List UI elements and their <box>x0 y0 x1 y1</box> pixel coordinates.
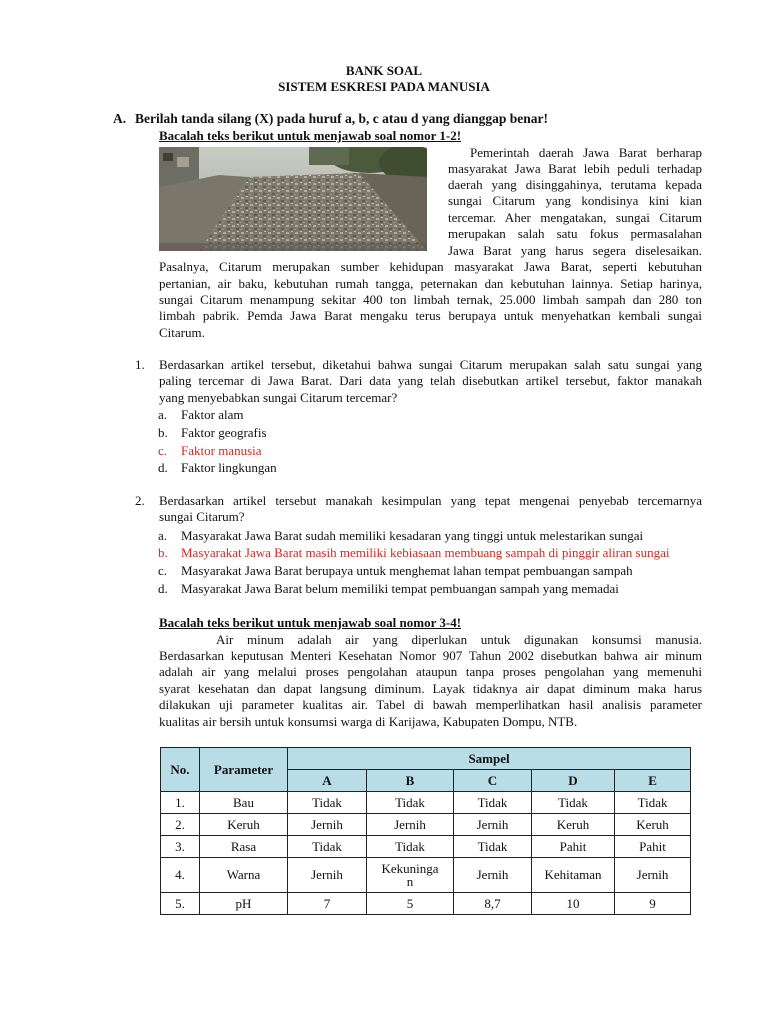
cell: Jernih <box>615 858 691 893</box>
table-row <box>161 858 691 893</box>
passage2-line: Air minum adalah air yang diperlukan untuk digunakan konsumsi manusia. <box>216 632 702 647</box>
passage1-line: sungai Citarum menampung sekitar 400 ton limbah ternak, 25.000 limbah sampah dan 280 ton <box>159 292 702 307</box>
passage2-line: adalah air yang melalui proses pengolahan ataupun tanpa proses pengolahan yang memenuhi <box>159 664 702 679</box>
cell: Tidak <box>615 792 691 814</box>
row-parameter: pH <box>200 893 288 915</box>
passage2-line: syarat kesehatan dan dapat langsung diminum. Layak tidaknya air dapat diminum maka harus <box>159 681 702 696</box>
cell: Tidak <box>288 836 367 858</box>
question-number: 2. <box>135 493 145 508</box>
cell: Tidak <box>454 792 532 814</box>
stem-line: sungai Citarum? <box>159 509 245 525</box>
cell: Jernih <box>454 858 532 893</box>
cell: 10 <box>532 893 615 915</box>
row-parameter: Keruh <box>200 814 288 836</box>
doc-subtitle: SISTEM ESKRESI PADA MANUSIA <box>278 79 490 94</box>
passage1-line: limbah pabrik. Pemda Jawa Barat mengaku terus berupaya untuk menyehatkan kembali sungai <box>159 308 702 323</box>
row-number: 2. <box>161 814 200 836</box>
passage1-line: tercemar. Aher mengatakan, sungai Citarum <box>448 210 702 225</box>
passage1-line: pertanian, air baku, kebutuhan rumah tangga, peternakan dan kebutuhan lainnya. Setiap harinya, <box>159 276 702 291</box>
cell: Pahit <box>532 836 615 858</box>
passage2-line: kualitas air bersih untuk konsumsi warga di Karijawa, Kabupaten Dompu, NTB. <box>159 714 578 729</box>
sample-header: B <box>367 770 454 792</box>
stem-line: Berdasarkan artikel tersebut, diketahui bahwa sungai Citarum merupakan salah satu sungai yang <box>159 357 702 372</box>
passage1-line: masyarakat Jawa Barat lebih peduli terhadap <box>448 161 702 176</box>
option-a[interactable]: a. Faktor alam <box>158 407 244 422</box>
stem-line: paling tercemar di Jawa Barat. Dari data yang telah disebutkan artikel tersebut, faktor manakah <box>159 373 702 389</box>
option-a[interactable]: a. Masyarakat Jawa Barat sudah memiliki kesadaran yang tinggi untuk melestarikan sungai <box>158 528 644 543</box>
question-stem <box>159 357 702 406</box>
water-quality-table <box>160 747 691 915</box>
passage2-line: Berdasarkan keputusan Menteri Kesehatan Nomor 907 Tahun 2002 disebutkan bahwa air minum <box>159 648 702 663</box>
question-stem <box>159 493 702 526</box>
cell: 9 <box>615 893 691 915</box>
option-c-correct[interactable]: c. Faktor manusia <box>158 443 262 458</box>
col-header-sampel: Sampel <box>288 748 691 770</box>
row-number: 3. <box>161 836 200 858</box>
option-d[interactable]: d. Faktor lingkungan <box>158 460 277 475</box>
row-parameter: Rasa <box>200 836 288 858</box>
cell: Tidak <box>367 836 454 858</box>
instruction-text: Berilah tanda silang (X) pada huruf a, b, c atau d yang dianggap benar! <box>135 111 548 126</box>
table-row <box>161 814 691 836</box>
passage1-line: merupakan salah satu fokus permasalahan <box>448 226 702 241</box>
cell: Keruh <box>615 814 691 836</box>
row-parameter: Warna <box>200 858 288 893</box>
cell: Jernih <box>454 814 532 836</box>
row-number: 5. <box>161 893 200 915</box>
cell: Tidak <box>454 836 532 858</box>
cell: Jernih <box>288 858 367 893</box>
row-parameter: Bau <box>200 792 288 814</box>
section-letter: A. <box>113 111 127 126</box>
cell: Jernih <box>367 814 454 836</box>
option-c[interactable]: c. Masyarakat Jawa Barat berupaya untuk menghemat lahan tempat pembuangan sampah <box>158 563 633 578</box>
passage1-line: Jawa Barat yang harus segera diselesaikan. <box>448 243 702 258</box>
passage2-line: dilakukan uji parameter kualitas air. Tabel di bawah memperlihatkan hasil analisis parameter <box>159 697 702 712</box>
passage1-line: daerah yang disinggahinya, terutama kepada <box>448 177 702 192</box>
option-b[interactable]: b. Faktor geografis <box>158 425 267 440</box>
cell: Keruh <box>532 814 615 836</box>
col-header-parameter: Parameter <box>200 748 288 792</box>
table-row <box>161 792 691 814</box>
cell: Jernih <box>288 814 367 836</box>
col-header-no: No. <box>161 748 200 792</box>
river-pollution-photo <box>159 147 427 251</box>
cell: Tidak <box>367 792 454 814</box>
section-instruction <box>113 111 548 127</box>
cell: Kehitaman <box>532 858 615 893</box>
sample-header: D <box>532 770 615 792</box>
cell: Kekuninga n <box>367 858 454 893</box>
sample-header: C <box>454 770 532 792</box>
doc-title: BANK SOAL <box>345 63 423 78</box>
row-number: 1. <box>161 792 200 814</box>
cell: Tidak <box>532 792 615 814</box>
sample-header: A <box>288 770 367 792</box>
passage1-line: Pemerintah daerah Jawa Barat berharap <box>470 145 702 160</box>
table-row <box>161 836 691 858</box>
cell: 8,7 <box>454 893 532 915</box>
cell: Tidak <box>288 792 367 814</box>
row-number: 4. <box>161 858 200 893</box>
question-number: 1. <box>135 357 145 372</box>
option-b-correct[interactable]: b. Masyarakat Jawa Barat masih memiliki kebiasaan membuang sampah di pinggir aliran sungai <box>158 545 670 560</box>
cell: 5 <box>367 893 454 915</box>
passage1-line: sungai Citarum yang kondisinya kini kian <box>448 193 702 208</box>
sample-header: E <box>615 770 691 792</box>
passage1-heading: Bacalah teks berikut untuk menjawab soal nomor 1-2! <box>159 128 462 143</box>
table-row <box>161 893 691 915</box>
stem-line: yang menyebabkan sungai Citarum tercemar? <box>159 389 398 405</box>
option-d[interactable]: d. Masyarakat Jawa Barat belum memiliki tempat pembuangan sampah yang memadai <box>158 581 619 596</box>
passage1-line: Pasalnya, Citarum merupakan sumber kehidupan masyarakat Jawa Barat, seperti kebutuhan <box>159 259 702 274</box>
passage2-heading: Bacalah teks berikut untuk menjawab soal nomor 3-4! <box>159 615 462 630</box>
stem-line: Berdasarkan artikel tersebut manakah kesimpulan yang tepat mengenai penyebab tercemarnya <box>159 493 702 508</box>
cell: 7 <box>288 893 367 915</box>
passage1-line: Citarum. <box>159 325 205 340</box>
cell: Pahit <box>615 836 691 858</box>
